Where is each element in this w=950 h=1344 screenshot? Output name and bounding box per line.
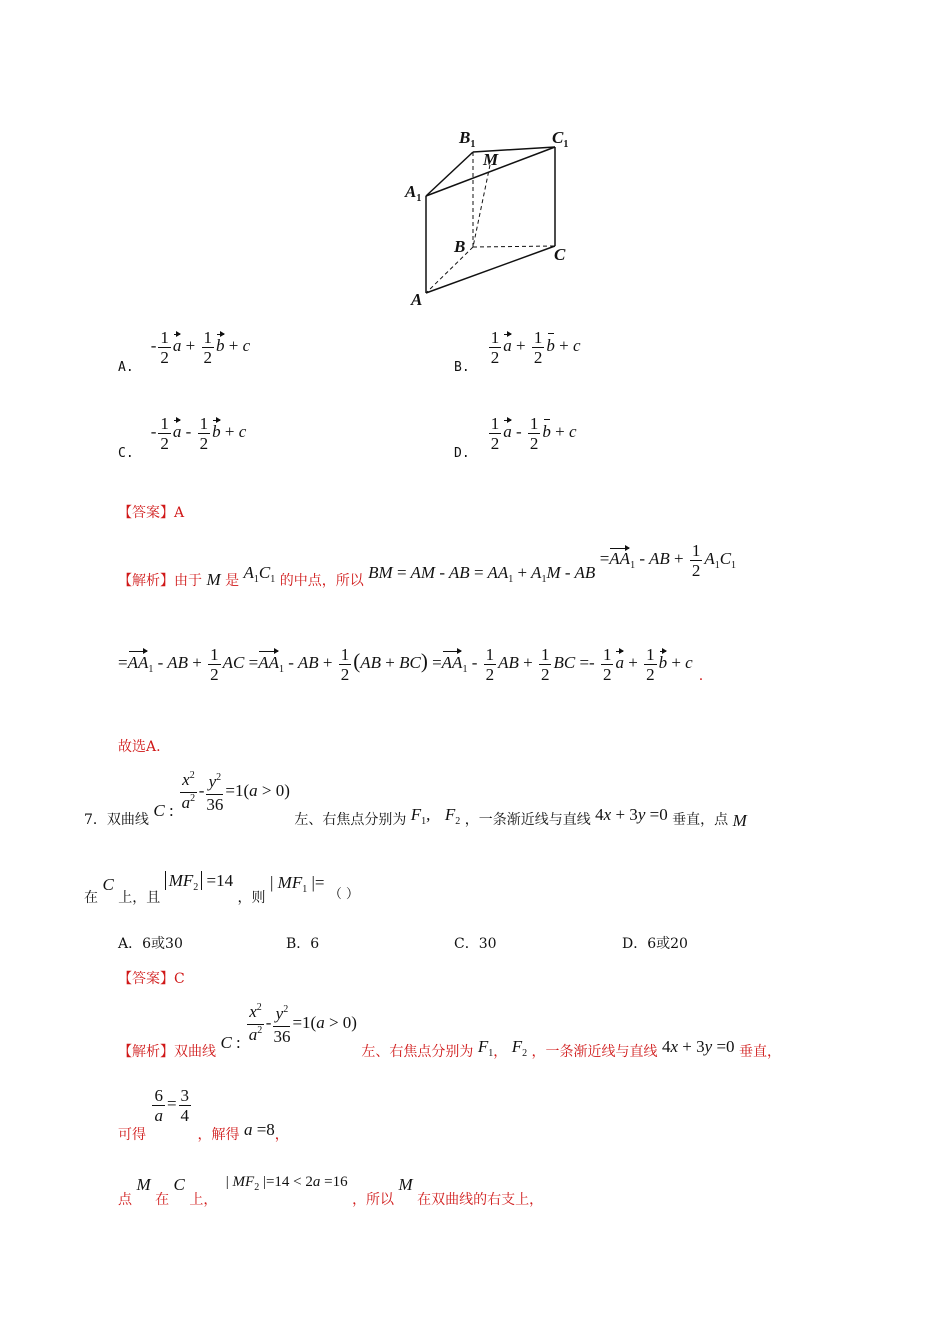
label-c: C [554,245,566,264]
q6-analysis-line1: 【解析】由于 M 是 $A_1C_1$ 的中点，所以 BM = AM - AB = $AA_1 + A_1M$ - AB $=AA_1$ - AB + $\frac{1}{2}$ $A_1C_1$ [118,541,737,590]
q7-option-b[interactable]: B．6 [286,936,320,952]
option-label: C. [118,446,134,462]
label-c1: $C_1$ [552,128,569,150]
q6-conclusion: 故选A. [118,739,161,755]
q7-option-a[interactable]: A．6或30 [118,936,183,952]
q7-stem-line2: 在 C 上，且 $MF_2 =14$ ，则 | $MF_1$ |= （ ） [84,871,360,906]
q7-analysis-line2: 可得 $\frac{6}{a}$ = $\frac{3}{4}$ ，解得 a =8， [118,1086,289,1144]
label-b1: $B_1$ [459,128,476,150]
q7-stem-line1: 7．双曲线 C : $\frac{x^2}{a^2}$ - $\frac{y^2}{36}$ =1(a > 0) 左、右焦点分别为 $F_1$, $F_2$ ，一条渐近线与直线 4x + 3y =0 垂直，点 M [84,770,747,831]
q7-answer: 【答案】C [118,971,185,987]
option-d[interactable]: $_{D.}$ $\frac{1}{2}$ a - $\frac{1}{2}$ b + c [454,414,577,462]
prism-figure [395,125,585,310]
option-a[interactable]: $_{A.}$ - $\frac{1}{2}$ a + $\frac{1}{2}$ b + c [118,328,251,376]
option-label: A. [118,360,134,376]
label-a: A [411,290,423,309]
label-b: B [454,237,466,256]
q6-analysis-line2: $=AA_1$ - AB + $\frac{1}{2}$ AC $=AA_1$ - AB + $\frac{1}{2}$ $(AB + BC) =AA_1$ - $\frac{1}{2}$ AB + $\frac{1}{2}$ BC =- $\frac{1}{2}$ a + $\frac{1}{2}$ b + c. [118,645,704,685]
label-a1: $A_1$ [405,182,422,204]
q7-option-d[interactable]: D．6或20 [622,936,688,952]
option-label: B. [454,360,470,376]
label-m: M [483,150,499,169]
option-c[interactable]: $_{C.}$ - $\frac{1}{2}$ a - $\frac{1}{2}$ b + c [118,414,247,462]
q7-analysis-line3: 点 M 在 C 上， | $MF_2$ |=14 < 2a =16 ，所以 M 在双曲线的右支上， [118,1174,544,1208]
option-b[interactable]: $_{B.}$ $\frac{1}{2}$ a + $\frac{1}{2}$ b + c [454,328,581,376]
q7-option-c[interactable]: C．30 [454,936,497,952]
option-label: D. [454,446,470,462]
q7-analysis-line1: 【解析】双曲线 C : $\frac{x^2}{a^2}$ - $\frac{y^2}{36}$ =1(a > 0) 左、右焦点分别为 $F_1$， $F_2$ ，一条渐近线与直线 4x + 3y =0 垂直， [118,1002,781,1061]
q6-answer: 【答案】A [118,505,185,521]
